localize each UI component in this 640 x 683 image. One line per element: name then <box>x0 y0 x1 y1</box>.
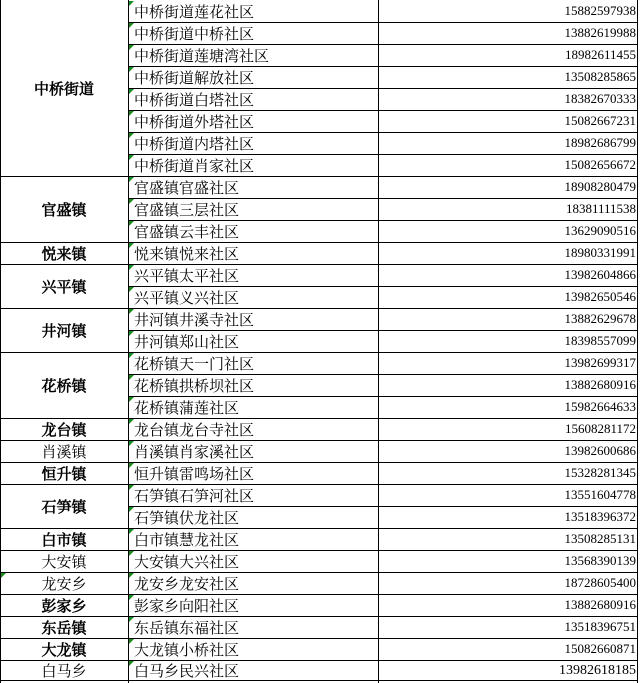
community-name-cell[interactable]: 肖溪镇肖家溪社区 <box>134 442 255 461</box>
phone-number-cell[interactable]: 13982600686 <box>564 443 636 458</box>
grid-hline <box>0 308 129 309</box>
town-name-cell[interactable]: 龙安乡 <box>41 574 87 593</box>
grid-hline <box>0 352 129 353</box>
community-name-cell[interactable]: 花桥镇拱桥坝社区 <box>134 376 255 395</box>
community-name-cell[interactable]: 兴平镇太平社区 <box>134 266 240 285</box>
phone-number-cell[interactable]: 15082660871 <box>564 641 636 656</box>
community-name-cell[interactable]: 中桥街道肖家社区 <box>134 156 255 175</box>
phone-number-cell[interactable]: 18381111538 <box>565 201 636 216</box>
phone-number-cell[interactable]: 13518396751 <box>564 619 636 634</box>
phone-number-cell[interactable]: 18398557099 <box>564 333 636 348</box>
phone-number-cell[interactable]: 13882680916 <box>564 597 636 612</box>
cell-marker-icon <box>129 199 134 204</box>
community-name-cell[interactable]: 大龙镇小桥社区 <box>134 640 240 659</box>
town-name-cell[interactable]: 彭家乡 <box>41 596 87 615</box>
grid-vline <box>637 0 638 683</box>
cell-marker-icon <box>129 551 134 556</box>
phone-number-cell[interactable]: 15982664633 <box>564 399 636 414</box>
grid-hline <box>128 176 638 177</box>
community-name-cell[interactable]: 龙安乡龙安社区 <box>134 574 240 593</box>
cell-marker-icon <box>129 375 134 380</box>
cell-marker-icon <box>129 133 134 138</box>
grid-hline <box>0 176 129 177</box>
cell-marker-icon <box>129 595 134 600</box>
phone-number-cell[interactable]: 18982611455 <box>564 47 636 62</box>
grid-hline <box>128 528 638 529</box>
community-name-cell[interactable]: 中桥街道莲花社区 <box>134 2 255 21</box>
community-name-cell[interactable]: 恒升镇雷鸣场社区 <box>134 464 255 483</box>
phone-number-cell[interactable]: 13982650546 <box>564 289 636 304</box>
phone-number-cell[interactable]: 13508285865 <box>564 69 636 84</box>
community-name-cell[interactable]: 兴平镇义兴社区 <box>134 288 240 307</box>
grid-hline <box>128 88 638 89</box>
phone-number-cell[interactable]: 13508285131 <box>564 531 636 546</box>
phone-number-cell[interactable]: 18728605400 <box>564 575 636 590</box>
grid-hline <box>128 44 638 45</box>
cell-marker-icon <box>129 353 134 358</box>
grid-hline <box>128 374 638 375</box>
cell-marker-icon <box>129 265 134 270</box>
town-name-cell[interactable]: 官盛镇 <box>41 200 87 219</box>
town-name-cell[interactable]: 中桥街道 <box>33 79 94 98</box>
grid-hline <box>0 638 129 639</box>
grid-hline <box>128 286 638 287</box>
grid-hline <box>128 506 638 507</box>
cell-marker-icon <box>129 155 134 160</box>
grid-hline <box>128 22 638 23</box>
phone-number-cell[interactable]: 13882619988 <box>564 25 636 40</box>
grid-hline <box>128 440 638 441</box>
grid-hline <box>0 594 129 595</box>
town-name-cell[interactable]: 龙台镇 <box>41 420 87 439</box>
grid-vline <box>378 0 379 683</box>
grid-hline <box>128 308 638 309</box>
community-name-cell[interactable]: 龙台镇龙台寺社区 <box>134 420 255 439</box>
grid-hline <box>128 484 638 485</box>
community-name-cell[interactable]: 大安镇大兴社区 <box>134 552 240 571</box>
grid-hline <box>128 616 638 617</box>
phone-number-cell[interactable]: 13982604866 <box>564 267 636 282</box>
grid-hline <box>128 198 638 199</box>
community-name-cell[interactable]: 花桥镇天一门社区 <box>134 354 255 373</box>
cell-marker-icon <box>129 221 134 226</box>
cell-marker-icon <box>129 397 134 402</box>
grid-hline <box>0 264 129 265</box>
grid-hline <box>0 418 129 419</box>
community-name-cell[interactable]: 官盛镇云丰社区 <box>134 222 240 241</box>
cell-marker-icon <box>129 23 134 28</box>
cell-marker-icon <box>129 67 134 72</box>
phone-number-cell[interactable]: 13568390139 <box>564 553 636 568</box>
town-name-cell[interactable]: 井河镇 <box>41 321 87 340</box>
community-name-cell[interactable]: 中桥街道莲塘湾社区 <box>134 46 270 65</box>
town-name-cell[interactable]: 恒升镇 <box>41 464 87 483</box>
community-name-cell[interactable]: 石笋镇伏龙社区 <box>134 508 240 527</box>
community-name-cell[interactable]: 官盛镇官盛社区 <box>134 178 240 197</box>
phone-number-cell[interactable]: 15882597938 <box>564 3 636 18</box>
cell-marker-icon <box>129 287 134 292</box>
grid-hline <box>0 616 129 617</box>
community-name-cell[interactable]: 中桥街道外塔社区 <box>134 112 255 131</box>
grid-hline <box>128 660 638 661</box>
phone-number-cell[interactable]: 13629090516 <box>564 223 636 238</box>
phone-number-cell[interactable]: 15328281345 <box>564 465 636 480</box>
grid-hline <box>0 242 129 243</box>
grid-hline <box>128 572 638 573</box>
grid-hline <box>0 484 129 485</box>
community-name-cell[interactable]: 东岳镇东福社区 <box>134 618 240 637</box>
community-name-cell[interactable]: 官盛镇三层社区 <box>134 200 240 219</box>
phone-number-cell[interactable]: 18382670333 <box>564 91 636 106</box>
phone-number-cell[interactable]: 13982618185 <box>559 662 636 678</box>
grid-hline <box>0 528 129 529</box>
cell-marker-icon <box>129 243 134 248</box>
cell-marker-icon <box>129 463 134 468</box>
grid-hline <box>128 154 638 155</box>
cell-marker-icon <box>129 441 134 446</box>
cell-marker-icon <box>129 573 134 578</box>
cell-marker-icon <box>129 177 134 182</box>
grid-hline <box>128 242 638 243</box>
town-name-cell[interactable]: 大龙镇 <box>41 640 87 659</box>
town-name-cell[interactable]: 花桥镇 <box>41 376 87 395</box>
community-name-cell[interactable]: 井河镇井溪寺社区 <box>134 310 255 329</box>
town-name-cell[interactable]: 石笋镇 <box>41 497 87 516</box>
community-name-cell[interactable]: 白市镇慧龙社区 <box>134 530 240 549</box>
grid-hline <box>128 352 638 353</box>
grid-hline <box>128 396 638 397</box>
phone-number-cell[interactable]: 13882629678 <box>564 311 636 326</box>
community-name-cell[interactable]: 彭家乡向阳社区 <box>134 596 240 615</box>
cell-marker-icon <box>129 309 134 314</box>
community-name-cell[interactable]: 中桥街道白塔社区 <box>134 90 255 109</box>
grid-hline <box>0 572 129 573</box>
phone-number-cell[interactable]: 18980331991 <box>564 245 636 260</box>
grid-hline <box>128 264 638 265</box>
community-name-cell[interactable]: 中桥街道解放社区 <box>134 68 255 87</box>
community-name-cell[interactable]: 中桥街道中桥社区 <box>134 24 255 43</box>
town-name-cell[interactable]: 大安镇 <box>41 552 87 571</box>
phone-number-cell[interactable]: 13551604778 <box>564 487 636 502</box>
cell-marker-icon <box>129 507 134 512</box>
cell-marker-icon <box>1 573 6 578</box>
town-name-cell[interactable]: 肖溪镇 <box>41 442 87 461</box>
community-name-cell[interactable]: 井河镇郑山社区 <box>134 332 240 351</box>
cell-marker-icon <box>129 1 134 6</box>
phone-number-cell[interactable]: 13518396372 <box>564 509 636 524</box>
phone-number-cell[interactable]: 15608281172 <box>564 421 636 436</box>
grid-hline <box>128 330 638 331</box>
cell-marker-icon <box>129 419 134 424</box>
grid-hline <box>0 550 129 551</box>
grid-hline <box>128 110 638 111</box>
grid-hline <box>0 440 129 441</box>
grid-vline <box>128 0 129 683</box>
grid-hline <box>128 220 638 221</box>
grid-hline <box>128 132 638 133</box>
community-name-cell[interactable]: 花桥镇蒲莲社区 <box>134 398 240 417</box>
community-name-cell[interactable]: 中桥街道内塔社区 <box>134 134 255 153</box>
grid-hline <box>128 594 638 595</box>
phone-number-cell[interactable]: 18982686799 <box>564 135 636 150</box>
town-name-cell[interactable]: 白市镇 <box>41 530 87 549</box>
community-name-cell[interactable]: 石笋镇石笋河社区 <box>134 486 255 505</box>
grid-hline <box>128 462 638 463</box>
grid-hline <box>0 462 129 463</box>
phone-number-cell[interactable]: 18908280479 <box>564 179 636 194</box>
cell-marker-icon <box>129 331 134 336</box>
cell-marker-icon <box>129 529 134 534</box>
community-name-cell[interactable]: 白马乡民兴社区 <box>134 662 240 680</box>
cell-marker-icon <box>129 485 134 490</box>
grid-hline <box>128 550 638 551</box>
town-name-cell[interactable]: 兴平镇 <box>41 277 87 296</box>
phone-number-cell[interactable]: 15082667231 <box>564 113 636 128</box>
cell-marker-icon <box>129 639 134 644</box>
cell-marker-icon <box>129 45 134 50</box>
grid-hline <box>128 66 638 67</box>
town-name-cell[interactable]: 白马乡 <box>41 662 87 680</box>
cell-marker-icon <box>129 89 134 94</box>
grid-hline <box>128 638 638 639</box>
phone-number-cell[interactable]: 13982699317 <box>564 355 636 370</box>
grid-hline <box>0 660 129 661</box>
cell-marker-icon <box>129 111 134 116</box>
community-name-cell[interactable]: 悦来镇悦来社区 <box>134 244 240 263</box>
grid-hline <box>128 418 638 419</box>
town-name-cell[interactable]: 悦来镇 <box>41 244 87 263</box>
cell-marker-icon <box>129 661 134 666</box>
phone-number-cell[interactable]: 15082656672 <box>564 157 636 172</box>
phone-number-cell[interactable]: 13882680916 <box>564 377 636 392</box>
town-name-cell[interactable]: 东岳镇 <box>41 618 87 637</box>
cell-marker-icon <box>129 617 134 622</box>
